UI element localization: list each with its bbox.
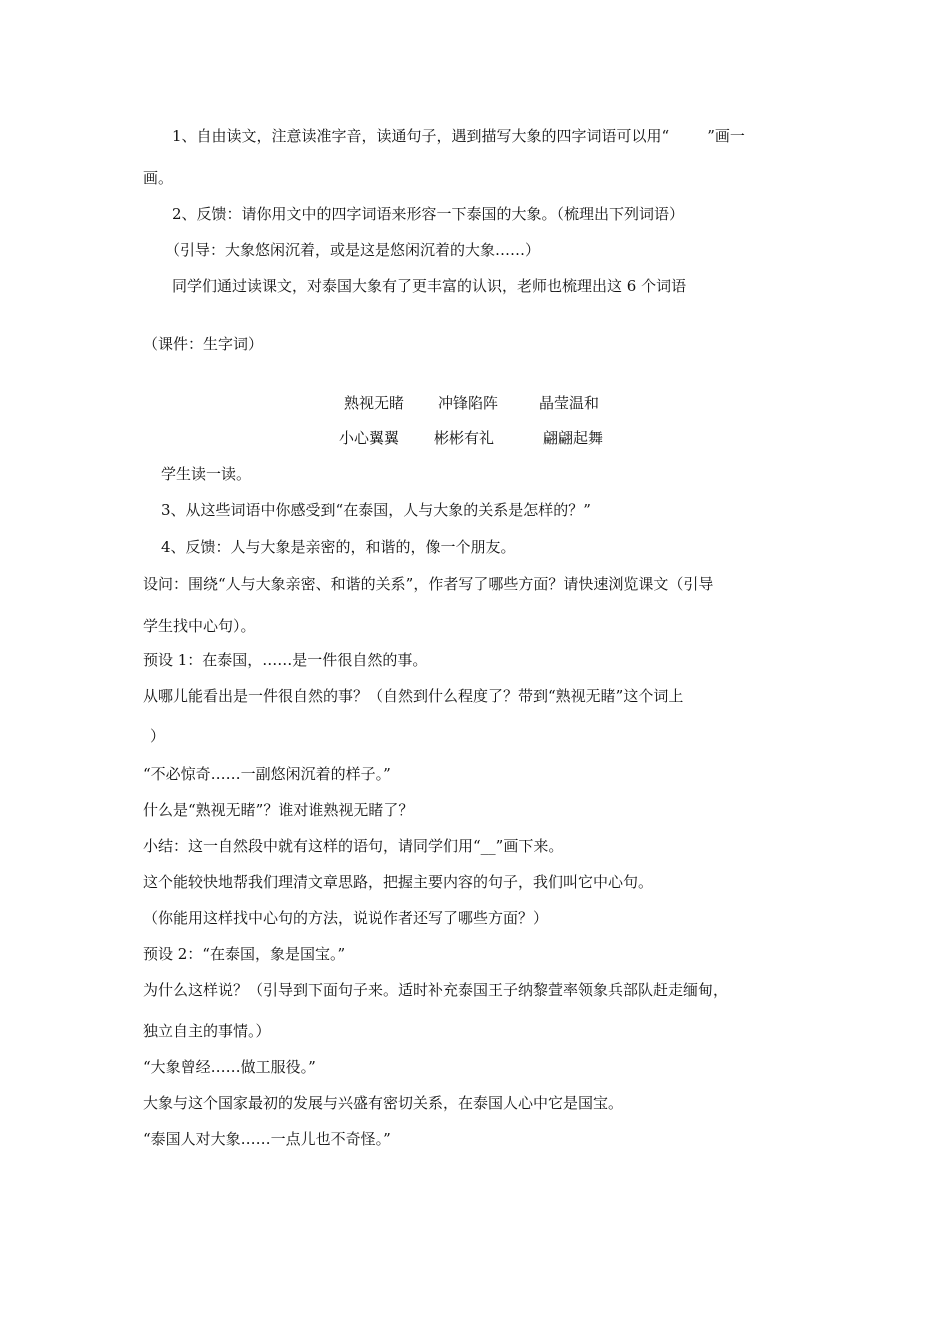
paragraph-line: 画。 — [143, 169, 174, 187]
paragraph-line: 2、反馈：请你用文中的四字词语来形容一下泰国的大象。（梳理出下列词语） — [172, 205, 685, 223]
paragraph-line: 什么是“熟视无睹”？谁对谁熟视无睹了？ — [143, 801, 414, 819]
vocabulary-word: 翩翩起舞 — [543, 429, 604, 447]
paragraph-line: “泰国人对大象……一点儿也不奇怪。” — [143, 1130, 391, 1148]
paragraph-line: （你能用这样找中心句的方法，说说作者还写了哪些方面？） — [143, 909, 549, 927]
paragraph-line: 预设 1：在泰国，……是一件很自然的事。 — [143, 651, 428, 669]
paragraph-line: 这个能较快地帮我们理清文章思路，把握主要内容的句子，我们叫它中心句。 — [143, 873, 654, 891]
paragraph-line: （引导：大象悠闲沉着，或是这是悠闲沉着的大象……） — [165, 241, 541, 259]
text-segment: ”画一 — [707, 127, 745, 145]
vocabulary-word: 小心翼翼 — [339, 429, 400, 447]
paragraph-line: 学生读一读。 — [161, 465, 252, 483]
paragraph-line: 设问：围绕“人与大象亲密、和谐的关系”，作者写了哪些方面？请快速浏览课文（引导 — [143, 575, 714, 593]
paragraph-line: “大象曾经……做工服役。” — [143, 1058, 316, 1076]
paragraph-line: 4、反馈：人与大象是亲密的，和谐的，像一个朋友。 — [161, 538, 516, 556]
paragraph-line: 同学们通过读课文，对泰国大象有了更丰富的认识，老师也梳理出这 6 个词语 — [172, 277, 687, 295]
paragraph-line: 从哪儿能看出是一件很自然的事？（自然到什么程度了？带到“熟视无睹”这个词上 — [143, 687, 684, 705]
vocabulary-word: 熟视无睹 — [344, 394, 405, 412]
text-segment: 1、自由读文，注意读准字音，读通句子，遇到描写大象的四字词语可以用“ — [172, 127, 670, 145]
paragraph-line: 为什么这样说？（引导到下面句子来。适时补充泰国王子纳黎萱率领象兵部队赶走缅甸， — [143, 981, 729, 999]
paragraph-line: 预设 2：“在泰国，象是国宝。” — [143, 945, 346, 963]
paragraph-line: 3、从这些词语中你感受到“在泰国，人与大象的关系是怎样的？” — [161, 501, 591, 519]
paragraph-line: ） — [150, 727, 166, 745]
paragraph-line: 独立自主的事情。） — [143, 1022, 271, 1040]
paragraph-line: （课件：生字词） — [143, 335, 264, 353]
vocabulary-word: 冲锋陷阵 — [438, 394, 499, 412]
vocabulary-word: 彬彬有礼 — [434, 429, 495, 447]
paragraph-line: 学生找中心句）。 — [143, 617, 256, 635]
vocabulary-word: 晶莹温和 — [539, 394, 600, 412]
paragraph-line — [172, 126, 745, 146]
paragraph-line: “不必惊奇……一副悠闲沉着的样子。” — [143, 765, 391, 783]
paragraph-line: 大象与这个国家最初的发展与兴盛有密切关系，在泰国人心中它是国宝。 — [143, 1094, 624, 1112]
paragraph-line: 小结：这一自然段中就有这样的语句，请同学们用“__”画下来。 — [143, 837, 564, 855]
